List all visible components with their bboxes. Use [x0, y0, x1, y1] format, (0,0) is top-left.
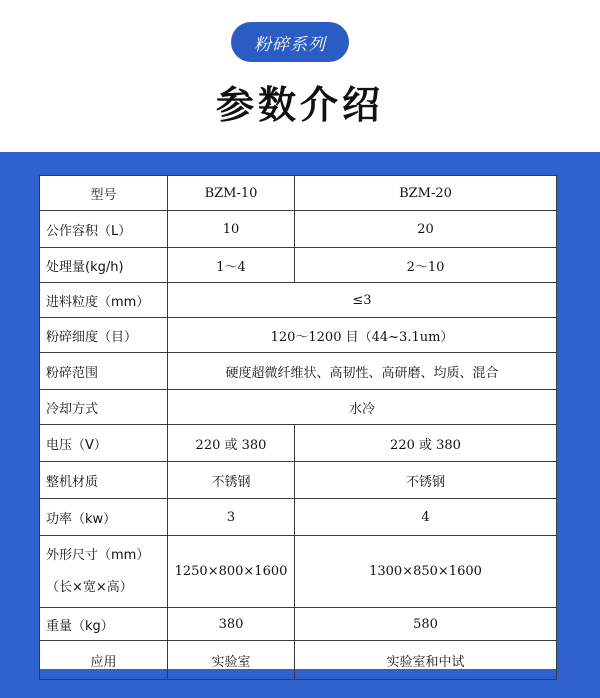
table-row [40, 608, 557, 641]
merged-cell: ≤3 [168, 283, 557, 318]
table-row [40, 641, 557, 680]
cell-b: 20 [295, 211, 557, 248]
row-label: 功率（kw） [40, 499, 168, 536]
row-label: 应用 [40, 641, 168, 680]
model-b: BZM-20 [295, 176, 557, 211]
row-label: 公作容积（L） [40, 211, 168, 248]
spec-table-container [39, 175, 556, 669]
cell-b: 实验室和中试 [295, 641, 557, 680]
table-row [40, 353, 557, 390]
row-label: 冷却方式 [40, 390, 168, 425]
cell-a: 380 [168, 608, 295, 641]
row-label: 电压（V） [40, 425, 168, 462]
merged-cell: 120～1200 目（44~3.1um） [168, 318, 557, 353]
table-row [40, 425, 557, 462]
cell-b: 4 [295, 499, 557, 536]
row-label: 粉碎细度（目） [40, 318, 168, 353]
row-label: 粉碎范围 [40, 353, 168, 390]
cell-b: 2～10 [295, 248, 557, 283]
page-title: 参数介绍 [215, 83, 384, 127]
cell-b: 220 或 380 [295, 425, 557, 462]
dimension-label: 外形尺寸（mm） [46, 547, 150, 563]
cell-a: 3 [168, 499, 295, 536]
table-row [40, 318, 557, 353]
row-label: 处理量(kg/h) [40, 248, 168, 283]
cell-a: 不锈钢 [168, 462, 295, 499]
table-row [40, 536, 557, 608]
row-label: 进料粒度（mm） [40, 283, 168, 318]
series-badge: 粉碎系列 [231, 22, 349, 62]
row-label [40, 536, 168, 608]
header-label: 型号 [40, 176, 168, 211]
cell-a: 1～4 [168, 248, 295, 283]
row-label: 重量（kg） [40, 608, 168, 641]
cell-a: 实验室 [168, 641, 295, 680]
cell-b: 580 [295, 608, 557, 641]
cell-a: 10 [168, 211, 295, 248]
table-row [40, 499, 557, 536]
row-label: 整机材质 [40, 462, 168, 499]
table-row [40, 283, 557, 318]
table-row [40, 248, 557, 283]
header [0, 0, 600, 152]
cell-b: 不锈钢 [295, 462, 557, 499]
table-row [40, 176, 557, 211]
cell-a: 1250×800×1600 [168, 536, 295, 608]
spec-table [39, 175, 557, 680]
cell-b: 1300×850×1600 [295, 536, 557, 608]
table-row [40, 462, 557, 499]
merged-cell: 硬度超微纤维状、高韧性、高研磨、均质、混合 [168, 353, 557, 390]
cell-a: 220 或 380 [168, 425, 295, 462]
model-a: BZM-10 [168, 176, 295, 211]
dimension-sublabel: （长×宽×高） [46, 579, 133, 595]
table-row [40, 390, 557, 425]
table-row [40, 211, 557, 248]
merged-cell: 水冷 [168, 390, 557, 425]
